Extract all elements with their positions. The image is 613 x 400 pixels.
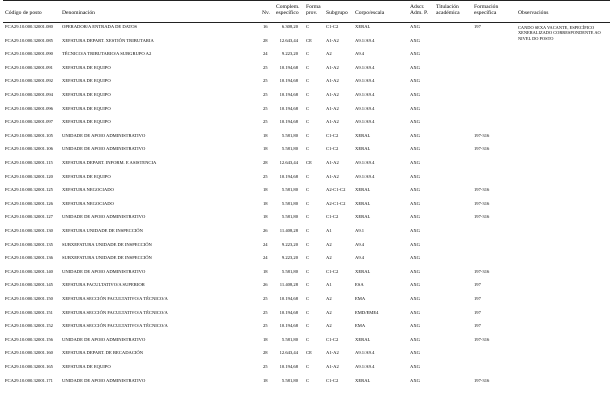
cell-codigo: FCA29.10.000.32001.090 (5, 51, 53, 57)
cell-forma-provision: C (306, 364, 310, 369)
cell-forma-provision: CE (306, 350, 312, 356)
cell-denominacion: UNIDADE DE APOIO ADMINISTRATIVO (62, 132, 146, 138)
cell-adscricion: AXG (410, 268, 420, 274)
cell-complemento: 10.194,68 (279, 323, 298, 329)
cell-denominacion: UNIDADE DE APOIO ADMINISTRATIVO (62, 377, 146, 383)
cell-complemento: 9.223,20 (281, 51, 298, 57)
cell-codigo: FCA29.10.000.32001.156 (5, 336, 53, 342)
table-row (0, 255, 613, 265)
cell-forma-provision: C (306, 377, 310, 383)
cell-adscricion: AXG (410, 37, 420, 43)
cell-corpo-escala: XERAL (355, 377, 371, 383)
table-row (0, 146, 613, 156)
cell-nivel: 25 (263, 323, 268, 329)
table-row (0, 160, 613, 170)
cell-denominacion: UNIDADE DE APOIO ADMINISTRATIVO (62, 336, 146, 342)
cell-subgrupo: A1-A2 (326, 364, 339, 369)
cell-codigo: FCA29.10.000.32001.125 (5, 187, 53, 193)
cell-corpo-escala: XERAL (355, 200, 371, 206)
cell-complemento: 12.643,44 (279, 37, 298, 43)
cell-denominacion: TÉCNICO/A TRIBUTARIO/A SUBGRUPO A2 (62, 51, 152, 57)
cell-formacion-especifica: 197-316 (474, 377, 490, 383)
cell-complemento: 12.643,44 (279, 160, 298, 165)
cell-forma-provision: C (306, 282, 310, 288)
cell-denominacion: XEFATURA SECCIÓN FACULTATIVO/A TÉCNICO/A (62, 296, 168, 301)
cell-forma-provision: C (306, 200, 310, 206)
cell-forma-provision: C (306, 241, 310, 247)
cell-complemento: 5.581,80 (281, 187, 298, 193)
cell-forma-provision: C (306, 78, 310, 84)
cell-corpo-escala: A9.1/A9.4 (355, 160, 375, 165)
cell-corpo-escala: XERAL (355, 24, 371, 29)
cell-denominacion: UNIDADE DE APOIO ADMINISTRATIVO (62, 146, 146, 152)
cell-denominacion: OPERADOR/A ENTRADA DE DATOS (62, 24, 138, 29)
cell-codigo: FCA29.10.000.32001.127 (5, 214, 53, 220)
cell-codigo: FCA29.10.000.32001.151 (5, 309, 53, 315)
header-forma-2: prov. (306, 10, 318, 16)
cell-codigo: FCA29.10.000.32001.091 (5, 64, 53, 70)
cell-forma-provision: C (306, 255, 310, 261)
cell-formacion-especifica: 197-316 (474, 336, 490, 342)
cell-nivel: 18 (263, 187, 268, 193)
cell-subgrupo: C1-C2 (326, 377, 339, 383)
table-row (0, 106, 613, 116)
cell-subgrupo: A2-C1-C2 (326, 187, 346, 193)
cell-complemento: 10.194,68 (279, 105, 298, 111)
cell-codigo: FCA29.10.000.32001.092 (5, 78, 53, 84)
cell-forma-provision: CE (306, 160, 312, 165)
cell-formacion-especifica: 197 (474, 309, 481, 315)
header-titulacion-2: académica (436, 10, 460, 16)
cell-corpo-escala: EMA (355, 296, 366, 301)
header-codigo: Código de posto (5, 10, 42, 16)
cell-adscricion: AXG (410, 160, 420, 165)
cell-codigo: FCA29.10.000.32001.105 (5, 132, 53, 138)
cell-subgrupo: C1-C2 (326, 132, 339, 138)
cell-adscricion: AXG (410, 241, 420, 247)
cell-denominacion: UNIDADE DE APOIO ADMINISTRATIVO (62, 268, 146, 274)
cell-nivel: 18 (263, 132, 268, 138)
cell-denominacion: XEFATURA NEGOCIADO (62, 200, 114, 206)
cell-subgrupo: A1-A2 (326, 105, 339, 111)
cell-subgrupo: A1-A2 (326, 64, 339, 70)
header-adscr-1: Adscr. (410, 4, 425, 10)
cell-denominacion: XEFATURA SECCIÓN FACULTATIVO/A TÉCNICO/A (62, 323, 168, 329)
cell-complemento: 5.581,80 (281, 377, 298, 383)
cell-adscricion: AXG (410, 364, 420, 369)
cell-adscricion: AXG (410, 282, 420, 288)
table-row (0, 296, 613, 306)
header-observacions: Observacións (518, 10, 549, 16)
cell-corpo-escala: EMD/EME4 (355, 309, 379, 315)
cell-complemento: 11.408,28 (279, 282, 298, 288)
cell-subgrupo: A2-C1-C2 (326, 200, 346, 206)
cell-forma-provision: C (306, 336, 310, 342)
header-corpo: Corpo/escala (355, 10, 385, 16)
cell-denominacion: XEFATURA DE EQUIPO (62, 119, 111, 125)
cell-denominacion: XEFATURA DE EQUIPO (62, 173, 111, 179)
table-row (0, 242, 613, 252)
cell-nivel: 18 (263, 336, 268, 342)
cell-codigo: FCA29.10.000.32001.115 (5, 160, 53, 165)
cell-codigo: FCA29.10.000.32001.130 (5, 228, 53, 233)
table-row (0, 92, 613, 102)
cell-nivel: 18 (263, 146, 268, 152)
cell-nivel: 24 (263, 241, 268, 247)
cell-forma-provision: C (306, 92, 310, 97)
cell-formacion-especifica: 197-316 (474, 268, 490, 274)
table-row (0, 378, 613, 388)
cell-corpo-escala: XERAL (355, 336, 371, 342)
observation-note: CANDO SEXA VACANTE, ESPECÍFICO XENERALIZADO CORRESPONDENTE AO NIVEL DO POSTO (518, 25, 601, 41)
cell-subgrupo: C1-C2 (326, 336, 339, 342)
cell-adscricion: AXG (410, 336, 420, 342)
table-row (0, 364, 613, 374)
cell-nivel: 26 (263, 228, 268, 233)
header-bottom-rule (3, 22, 610, 23)
cell-forma-provision: C (306, 146, 310, 152)
cell-adscricion: AXG (410, 296, 420, 301)
cell-corpo-escala: A9.1/A9.4 (355, 119, 375, 125)
cell-adscricion: AXG (410, 323, 420, 329)
cell-subgrupo: A2 (326, 309, 332, 315)
cell-codigo: FCA29.10.000.32001.080 (5, 24, 53, 29)
cell-corpo-escala: A9.4 (355, 241, 365, 247)
cell-complemento: 12.643,44 (279, 350, 298, 356)
cell-nivel: 25 (263, 309, 268, 315)
cell-nivel: 25 (263, 173, 268, 179)
header-complem-2: específico (276, 10, 299, 16)
cell-formacion-especifica: 197-316 (474, 146, 490, 152)
table-row (0, 133, 613, 143)
cell-adscricion: AXG (410, 187, 420, 193)
cell-nivel: 25 (263, 64, 268, 70)
cell-corpo-escala: A9.1 (355, 228, 365, 233)
cell-codigo: FCA29.10.000.32001.171 (5, 377, 53, 383)
cell-complemento: 5.581,80 (281, 268, 298, 274)
cell-forma-provision: C (306, 214, 310, 220)
cell-subgrupo: A1-A2 (326, 78, 339, 84)
cell-complemento: 10.194,68 (279, 364, 298, 369)
cell-forma-provision: C (306, 132, 310, 138)
cell-subgrupo: C1-C2 (326, 268, 339, 274)
cell-codigo: FCA29.10.000.32001.106 (5, 146, 53, 152)
table-row (0, 187, 613, 197)
cell-complemento: 5.581,80 (281, 146, 298, 152)
cell-adscricion: AXG (410, 24, 420, 29)
cell-codigo: FCA29.10.000.32001.165 (5, 364, 53, 369)
table-row (0, 310, 613, 320)
cell-complemento: 11.408,28 (279, 228, 298, 233)
cell-corpo-escala: XERAL (355, 214, 371, 220)
cell-corpo-escala: EMA (355, 323, 366, 329)
cell-nivel: 25 (263, 119, 268, 125)
cell-corpo-escala: A9.1/A9.4 (355, 364, 375, 369)
cell-adscricion: AXG (410, 350, 420, 356)
cell-adscricion: AXG (410, 51, 420, 57)
cell-denominacion: SUBXEFATURA UNIDADE DE INSPECCIÓN (62, 255, 152, 261)
cell-nivel: 25 (263, 364, 268, 369)
cell-denominacion: XEFATURA DEPART. XESTIÓN TRIBUTARIA (62, 37, 154, 43)
cell-codigo: FCA29.10.000.32001.135 (5, 241, 53, 247)
cell-subgrupo: C1-C2 (326, 146, 339, 152)
cell-codigo: FCA29.10.000.32001.160 (5, 350, 53, 356)
cell-formacion-especifica: 197-316 (474, 187, 490, 193)
cell-subgrupo: A2 (326, 296, 332, 301)
cell-formacion-especifica: 197-316 (474, 200, 490, 206)
table-row (0, 119, 613, 129)
table-row (0, 323, 613, 333)
cell-corpo-escala: A9.1/A9.4 (355, 37, 375, 43)
cell-denominacion: XEFATURA DE EQUIPO (62, 364, 111, 369)
header-formacion-1: Formación (474, 4, 499, 10)
cell-formacion-especifica: 197 (474, 282, 481, 288)
cell-forma-provision: CE (306, 37, 312, 43)
header-top-rule (3, 0, 610, 1)
cell-nivel: 25 (263, 78, 268, 84)
cell-adscricion: AXG (410, 105, 420, 111)
cell-corpo-escala: XERAL (355, 187, 371, 193)
header-subgrupo: Subgrupo (326, 10, 348, 16)
cell-adscricion: AXG (410, 146, 420, 152)
cell-subgrupo: A1-A2 (326, 37, 339, 43)
cell-complemento: 9.223,20 (281, 255, 298, 261)
header-nv: Nv. (262, 10, 270, 16)
cell-subgrupo: A1-A2 (326, 160, 339, 165)
cell-adscricion: AXG (410, 132, 420, 138)
header-complem-1: Complem. (276, 4, 300, 10)
cell-adscricion: AXG (410, 173, 420, 179)
cell-complemento: 6.308,20 (281, 24, 298, 29)
cell-codigo: FCA29.10.000.32001.136 (5, 255, 53, 261)
cell-nivel: 28 (263, 37, 268, 43)
cell-adscricion: AXG (410, 200, 420, 206)
cell-formacion-especifica: 197 (474, 296, 481, 301)
cell-complemento: 9.223,20 (281, 241, 298, 247)
cell-nivel: 24 (263, 51, 268, 57)
cell-subgrupo: A2 (326, 323, 332, 329)
cell-forma-provision: C (306, 64, 310, 70)
cell-nivel: 28 (263, 160, 268, 165)
cell-forma-provision: C (306, 228, 310, 233)
cell-adscricion: AXG (410, 228, 420, 233)
cell-nivel: 18 (263, 200, 268, 206)
cell-corpo-escala: A9.1/A9.4 (355, 64, 375, 70)
cell-nivel: 25 (263, 92, 268, 97)
cell-adscricion: AXG (410, 309, 420, 315)
cell-denominacion: XEFATURA DE EQUIPO (62, 92, 111, 97)
cell-adscricion: AXG (410, 64, 420, 70)
table-row (0, 214, 613, 224)
cell-forma-provision: C (306, 268, 310, 274)
cell-codigo: FCA29.10.000.32001.152 (5, 323, 53, 329)
cell-subgrupo: A2 (326, 51, 332, 57)
cell-denominacion: XEFATURA DEPART. INFORM. E ASISTENCIA (62, 160, 157, 165)
cell-corpo-escala: XERAL (355, 132, 371, 138)
cell-formacion-especifica: 197-316 (474, 214, 490, 220)
cell-subgrupo: A1-A2 (326, 119, 339, 125)
cell-adscricion: AXG (410, 377, 420, 383)
cell-forma-provision: C (306, 187, 310, 193)
header-formacion-2: específica (474, 10, 497, 16)
cell-complemento: 10.194,68 (279, 92, 298, 97)
cell-subgrupo: A1 (326, 282, 332, 288)
cell-denominacion: XEFATURA DE EQUIPO (62, 105, 111, 111)
cell-forma-provision: C (306, 309, 310, 315)
header-titulacion-1: Titulación (436, 4, 459, 10)
cell-adscricion: AXG (410, 214, 420, 220)
table-row (0, 282, 613, 292)
cell-adscricion: AXG (410, 255, 420, 261)
cell-subgrupo: C1-C2 (326, 24, 339, 29)
cell-codigo: FCA29.10.000.32001.126 (5, 200, 53, 206)
cell-forma-provision: C (306, 105, 310, 111)
cell-subgrupo: A1-A2 (326, 350, 339, 356)
cell-forma-provision: C (306, 51, 310, 57)
table-row (0, 228, 613, 238)
cell-nivel: 18 (263, 214, 268, 220)
cell-corpo-escala: A9.1/A9.4 (355, 350, 375, 356)
cell-forma-provision: C (306, 173, 310, 179)
cell-corpo-escala: A9.1/A9.4 (355, 173, 375, 179)
table-row (0, 78, 613, 88)
cell-codigo: FCA29.10.000.32001.150 (5, 296, 53, 301)
cell-complemento: 10.194,68 (279, 173, 298, 179)
cell-nivel: 18 (263, 377, 268, 383)
table-row (0, 51, 613, 61)
table-row (0, 174, 613, 184)
cell-denominacion: XEFATURA UNIDADE DE INSPECCIÓN (62, 228, 143, 233)
cell-denominacion: UNIDADE DE APOIO ADMINISTRATIVO (62, 214, 146, 220)
cell-corpo-escala: A9.1/A9.4 (355, 105, 375, 111)
cell-adscricion: AXG (410, 78, 420, 84)
cell-codigo: FCA29.10.000.32001.096 (5, 105, 53, 111)
cell-subgrupo: A1 (326, 228, 332, 233)
cell-subgrupo: A2 (326, 255, 332, 261)
cell-codigo: FCA29.10.000.32001.085 (5, 37, 53, 43)
cell-corpo-escala: A9.4 (355, 51, 365, 57)
header-denominacion: Denominación (62, 10, 95, 16)
cell-subgrupo: A1-A2 (326, 173, 339, 179)
cell-codigo: FCA29.10.000.32001.140 (5, 268, 53, 274)
cell-subgrupo: C1-C2 (326, 214, 339, 220)
cell-complemento: 10.194,68 (279, 78, 298, 84)
cell-codigo: FCA29.10.000.32001.145 (5, 282, 53, 288)
cell-corpo-escala: A9.1/A9.4 (355, 92, 375, 97)
table-row (0, 269, 613, 279)
header-forma-1: Forma (306, 4, 321, 10)
cell-adscricion: AXG (410, 119, 420, 125)
cell-denominacion: SUBXEFATURA UNIDADE DE INSPECCIÓN (62, 241, 152, 247)
cell-complemento: 10.194,68 (279, 119, 298, 125)
cell-forma-provision: C (306, 296, 310, 301)
cell-nivel: 26 (263, 282, 268, 288)
cell-nivel: 16 (263, 24, 268, 29)
cell-nivel: 28 (263, 350, 268, 356)
table-row (0, 350, 613, 360)
cell-complemento: 10.194,68 (279, 64, 298, 70)
cell-formacion-especifica: 197 (474, 323, 481, 329)
cell-corpo-escala: A9.1/A9.4 (355, 78, 375, 84)
table-row (0, 337, 613, 347)
cell-denominacion: XEFATURA FACULTATIVO/A SUPERIOR (62, 282, 145, 288)
cell-subgrupo: A1-A2 (326, 92, 339, 97)
cell-formacion-especifica: 197 (474, 24, 481, 29)
cell-complemento: 10.194,68 (279, 296, 298, 301)
header-adscr-2: Adm. P. (410, 10, 428, 16)
cell-complemento: 5.581,80 (281, 214, 298, 220)
cell-codigo: FCA29.10.000.32001.097 (5, 119, 53, 125)
cell-complemento: 5.581,80 (281, 132, 298, 138)
cell-forma-provision: C (306, 24, 310, 29)
cell-corpo-escala: ESA (355, 282, 364, 288)
cell-subgrupo: A2 (326, 241, 332, 247)
cell-complemento: 5.581,80 (281, 200, 298, 206)
cell-denominacion: XEFATURA SECCIÓN FACULTATIVO/A TÉCNICO/A (62, 309, 168, 315)
cell-denominacion: XEFATURA DE EQUIPO (62, 64, 111, 70)
table-row (0, 65, 613, 75)
cell-formacion-especifica: 197-316 (474, 132, 490, 138)
cell-denominacion: XEFATURA NEGOCIADO (62, 187, 114, 193)
cell-corpo-escala: XERAL (355, 268, 371, 274)
cell-corpo-escala: A9.4 (355, 255, 365, 261)
cell-nivel: 25 (263, 105, 268, 111)
cell-codigo: FCA29.10.000.32001.120 (5, 173, 53, 179)
cell-nivel: 25 (263, 296, 268, 301)
cell-forma-provision: C (306, 323, 310, 329)
cell-nivel: 24 (263, 255, 268, 261)
cell-forma-provision: C (306, 119, 310, 125)
cell-complemento: 10.194,68 (279, 309, 298, 315)
cell-corpo-escala: XERAL (355, 146, 371, 152)
cell-codigo: FCA29.10.000.32001.094 (5, 92, 53, 97)
cell-complemento: 5.581,80 (281, 336, 298, 342)
cell-denominacion: XEFATURA DE EQUIPO (62, 78, 111, 84)
cell-adscricion: AXG (410, 92, 420, 97)
cell-denominacion: XEFATURA DEPART. DE RECADACIÓN (62, 350, 144, 356)
table-row (0, 201, 613, 211)
cell-nivel: 18 (263, 268, 268, 274)
